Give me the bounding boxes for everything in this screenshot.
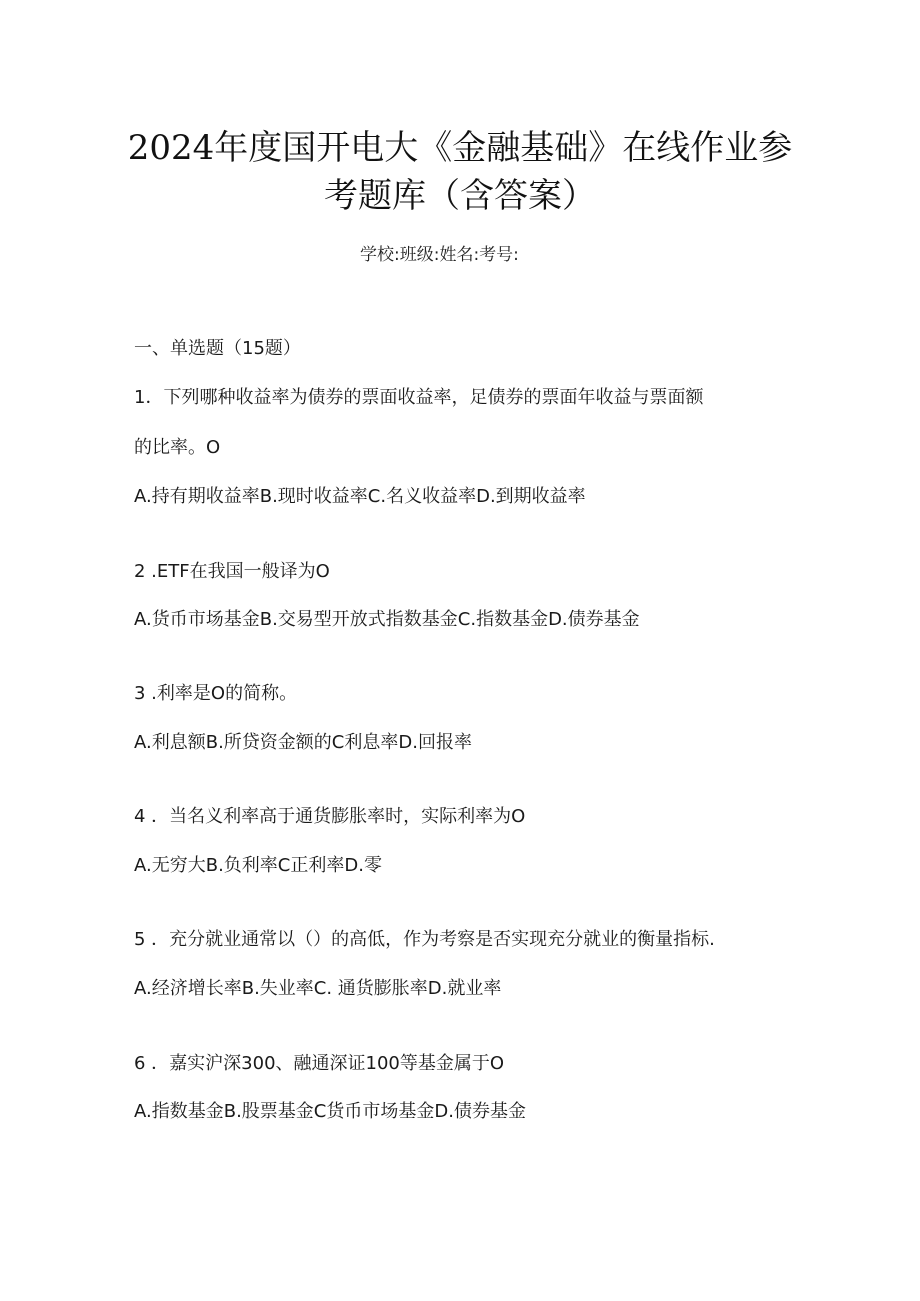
question-6-options: A.指数基金B.股票基金C货币市场基金D.债券基金 — [134, 1101, 526, 1122]
question-3-options: A.利息额B.所贷资金额的C利息率D.回报率 — [134, 732, 472, 753]
question-2-options: A.货币市场基金B.交易型开放式指数基金C.指数基金D.债券基金 — [134, 609, 640, 630]
question-1-options: A.持有期收益率B.现时收益率C.名义收益率D.到期收益率 — [134, 486, 586, 507]
document-title-line-1: 2024年度国开电大《金融基础》在线作业参 — [127, 128, 793, 168]
question-3-text: 3 .利率是O的简称。 — [134, 683, 298, 704]
document-title-line-2: 考题库（含答案） — [324, 176, 596, 216]
question-4-text: 4 ．当名义利率高于通货膨胀率时，实际利率为O — [134, 806, 526, 827]
question-1-text-line-1: 1．下列哪种收益率为债券的票面收益率，足债券的票面年收益与票面额 — [134, 387, 704, 408]
question-5-options: A.经济增长率B.失业率C. 通货膨胀率D.就业率 — [134, 978, 502, 999]
question-4-options: A.无穷大B.负利率C正利率D.零 — [134, 855, 382, 876]
question-2-text: 2 .ETF在我国一般译为O — [134, 561, 330, 582]
question-1-text-line-2: 的比率。O — [134, 437, 221, 458]
question-6-text: 6 ．嘉实沪深300、融通深证100等基金属于O — [134, 1053, 505, 1074]
student-info-line: 学校:班级:姓名:考号: — [360, 245, 519, 265]
question-5-text: 5 ．充分就业通常以（）的高低，作为考察是否实现充分就业的衡量指标. — [134, 929, 715, 950]
section-heading: 一、单选题（15题） — [134, 338, 301, 359]
